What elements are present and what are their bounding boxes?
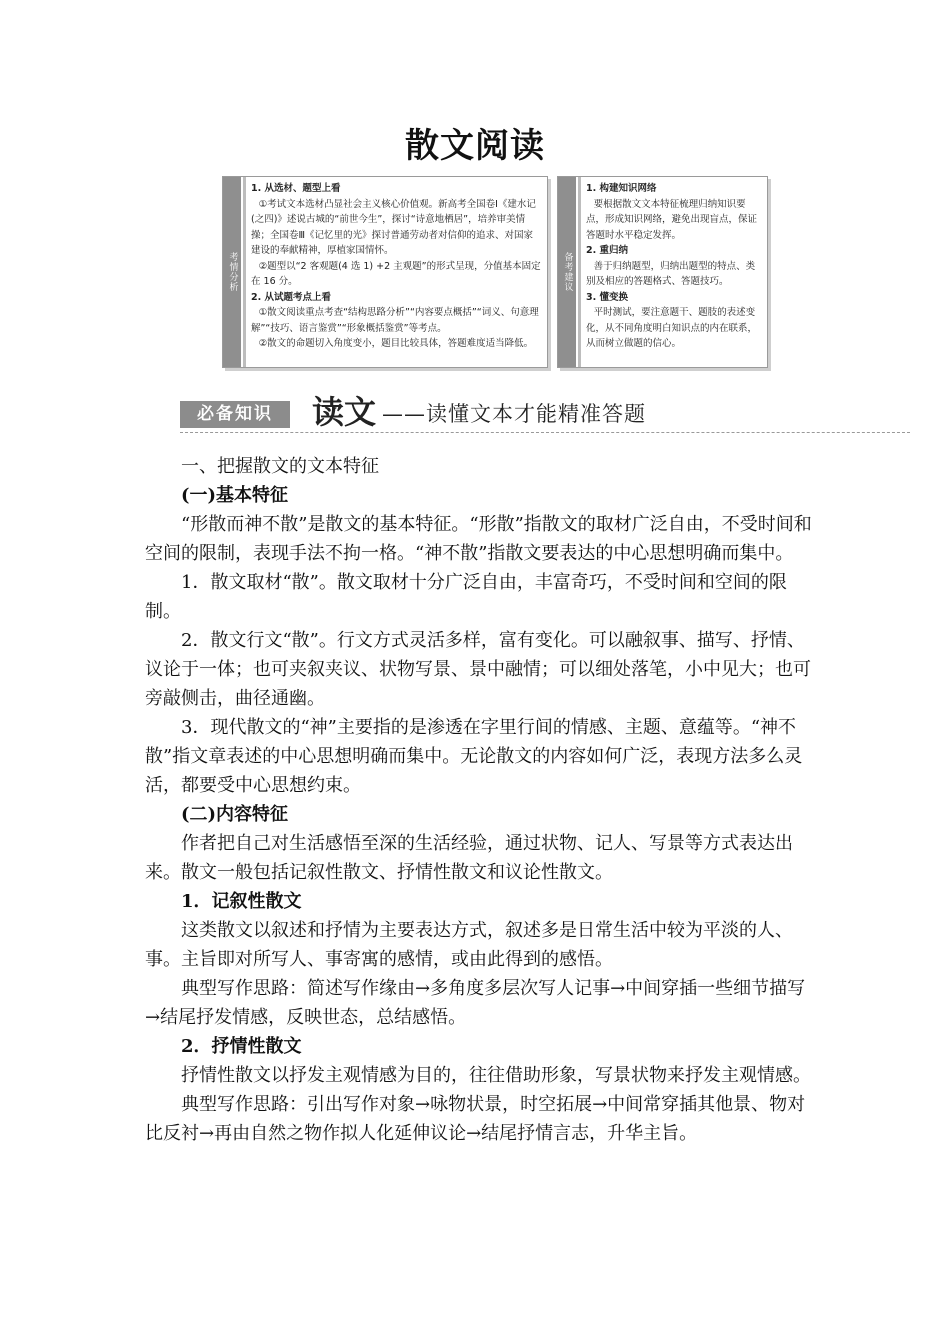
item-heading: 1．记叙性散文 bbox=[181, 891, 302, 912]
analysis-heading-2: 2. 从试题考点上看 bbox=[251, 291, 332, 303]
list-item: 3．现代散文的“神”主要指的是渗透在字里行间的情感、主题、意蕴等。“神不散”指文章表述的中心思想明确而集中。无论散文的内容如何广泛，表现方法多么灵活，都要受中心思想约束。 bbox=[145, 717, 803, 796]
advice-heading-3: 3. 懂变换 bbox=[586, 291, 629, 303]
analysis-paragraph-2: ②题型以“2 客观题(4 选 1) +2 主观题”的形式呈现，分值基本固定在 16 分。 bbox=[251, 260, 541, 287]
prep-advice-label: 备考建议 bbox=[558, 177, 576, 367]
section-heading: 一、把握散文的文本特征 bbox=[181, 456, 379, 477]
paragraph: “形散而神不散”是散文的基本特征。“形散”指散文的取材广泛自由，不受时间和空间的限制，表现手法不拘一格。“神不散”指散文要表达的中心思想明确而集中。 bbox=[145, 514, 812, 564]
banner-heading: 读文 bbox=[312, 393, 377, 431]
advice-paragraph-1: 要根据散文文本特征梳理归纳知识要点，形成知识网络，避免出现盲点，保证答题时水平稳定发挥。 bbox=[586, 198, 758, 241]
paragraph: 典型写作思路：引出写作对象→咏物状景，时空拓展→中间常穿插其他景、物对比反衬→再由自然之物作拟人化延伸议论→结尾抒情言志，升华主旨。 bbox=[145, 1094, 806, 1144]
exam-analysis-box bbox=[222, 176, 548, 368]
advice-paragraph-3: 平时测试，要注意题干、题肢的表述变化，从不同角度明白知识点的内在联系，从而树立做题的信心。 bbox=[586, 307, 758, 349]
advice-paragraph-2: 善于归纳题型，归纳出题型的特点、类别及相应的答题格式、答题技巧。 bbox=[586, 260, 756, 287]
exam-analysis-content bbox=[251, 181, 542, 352]
subsection-heading: (二)内容特征 bbox=[181, 804, 289, 825]
list-item: 2．散文行文“散”。行文方式灵活多样，富有变化。可以融叙事、描写、抒情、议论于一体；也可夹叙夹议、状物写景、景中融情；可以细处落笔，小中见大；也可旁敲侧击，曲径通幽。 bbox=[145, 630, 811, 709]
exam-analysis-label: 考情分析 bbox=[223, 177, 241, 367]
paragraph: 这类散文以叙述和抒情为主要表达方式，叙述多是日常生活中较为平淡的人、事。主旨即对所写人、事寄寓的感情，或由此得到的感悟。 bbox=[145, 920, 793, 970]
list-item: 1．散文取材“散”。散文取材十分广泛自由，丰富奇巧，不受时间和空间的限制。 bbox=[145, 572, 787, 622]
advice-heading-2: 2. 重归纳 bbox=[586, 245, 629, 256]
subsection-heading: (一)基本特征 bbox=[181, 485, 289, 506]
paragraph: 抒情性散文以抒发主观情感为目的，往往借助形象，写景状物来抒发主观情感。 bbox=[181, 1065, 811, 1086]
prep-advice-box bbox=[557, 176, 768, 368]
paragraph: 典型写作思路：简述写作缘由→多角度多层次写人记事→中间穿插一些细节描写→结尾抒发情感，反映世态，总结感悟。 bbox=[145, 978, 806, 1028]
page-title: 散文阅读 bbox=[405, 126, 545, 166]
analysis-paragraph-1: ①考试文本选材凸显社会主义核心价值观。新高考全国卷Ⅰ《建水记(之四)》述说古城的“前世今生”，探讨“诗意地栖居”，培养审美情操；全国卷Ⅲ《记忆里的光》探讨普通劳动者对信仰的追求、对国家建设的奉献精神，厚植家国情怀。 bbox=[251, 198, 536, 256]
analysis-paragraph-4: ②散文的命题切入角度变小，题目比较具体，答题难度适当降低。 bbox=[258, 338, 534, 349]
section-banner bbox=[180, 392, 910, 434]
analysis-heading-1: 1. 从选材、题型上看 bbox=[251, 183, 341, 194]
side-bar-divider bbox=[578, 177, 581, 367]
analysis-paragraph-3: ①散文阅读重点考查“结构思路分析”“内容要点概括”“词义、句意理解”“技巧、语言鉴赏”“形象概括鉴赏”等考点。 bbox=[251, 307, 539, 334]
main-content bbox=[145, 452, 815, 1148]
item-heading: 2．抒情性散文 bbox=[181, 1036, 302, 1057]
banner-subheading: ——读懂文本才能精准答题 bbox=[382, 402, 646, 426]
side-bar-divider bbox=[243, 177, 246, 367]
advice-heading-1: 1. 构建知识网络 bbox=[586, 183, 657, 194]
banner-tag: 必备知识 bbox=[180, 401, 290, 428]
banner-dashed-divider bbox=[180, 432, 910, 433]
prep-advice-content bbox=[586, 181, 762, 352]
paragraph: 作者把自己对生活感悟至深的生活经验，通过状物、记人、写景等方式表达出来。散文一般包括记叙性散文、抒情性散文和议论性散文。 bbox=[145, 833, 793, 883]
